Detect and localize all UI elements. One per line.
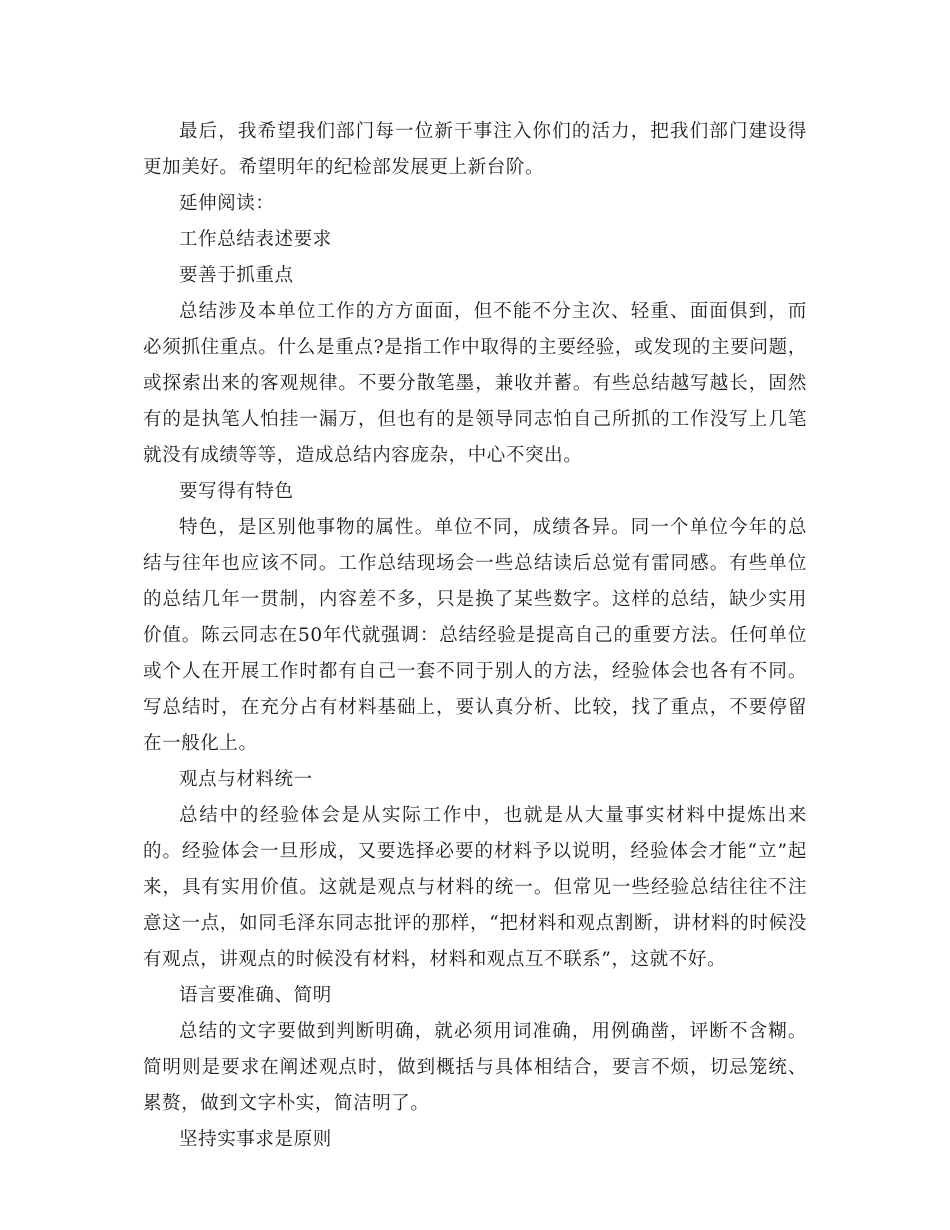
paragraph-distinctive: 特色，是区别他事物的属性。单位不同，成绩各异。同一个单位今年的总结与往年也应该不同。工作总结现场会一些总结读后总觉有雷同感。有些单位的总结几年一贯制，内容差不多，只是换了某些数字。这样的总结，缺少实用价值。陈云同志在50年代就强调：总结经验是提高自己的重要方法。任何单位或个人在开展工作时都有自己一套不同于别人的方法，经验体会也各有不同。写总结时，在充分占有材料基础上，要认真分析、比较，找了重点，不要停留在一般化上。 <box>143 517 807 754</box>
heading-focus-key-points: 要善于抓重点 <box>179 265 294 286</box>
heading-distinctive: 要写得有特色 <box>179 481 294 502</box>
heading-summary-requirements: 工作总结表述要求 <box>179 229 332 250</box>
heading-seek-truth: 坚持实事求是原则 <box>179 1129 332 1150</box>
document-page <box>143 114 807 1158</box>
paragraph-viewpoint-material: 总结中的经验体会是从实际工作中，也就是从大量事实材料中提炼出来的。经验体会一旦形成，又要选择必要的材料予以说明，经验体会才能“立”起来，具有实用价值。这就是观点与材料的统一。但常见一些经验总结往往不注意这一点，如同毛泽东同志批评的那样，“把材料和观点割断，讲材料的时候没有观点，讲观点的时候没有材料，材料和观点互不联系”，这就不好。 <box>143 805 807 970</box>
paragraph-closing: 最后，我希望我们部门每一位新干事注入你们的活力，把我们部门建设得更加美好。希望明年的纪检部发展更上新台阶。 <box>143 121 807 178</box>
heading-extended-reading: 延伸阅读： <box>179 193 275 214</box>
heading-viewpoint-material: 观点与材料统一 <box>179 769 313 790</box>
heading-language-accurate: 语言要准确、简明 <box>179 985 332 1006</box>
paragraph-focus-key-points: 总结涉及本单位工作的方方面面，但不能不分主次、轻重、面面俱到，而必须抓住重点。什么是重点?是指工作中取得的主要经验，或发现的主要问题，或探索出来的客观规律。不要分散笔墨，兼收并蓄。有些总结越写越长，固然有的是执笔人怕挂一漏万，但也有的是领导同志怕自己所抓的工作没写上几笔就没有成绩等等，造成总结内容庞杂，中心不突出。 <box>143 301 807 466</box>
paragraph-language-accurate: 总结的文字要做到判断明确，就必须用词准确，用例确凿，评断不含糊。简明则是要求在阐述观点时，做到概括与具体相结合，要言不烦，切忌笼统、累赘，做到文字朴实，简洁明了。 <box>143 1021 807 1114</box>
